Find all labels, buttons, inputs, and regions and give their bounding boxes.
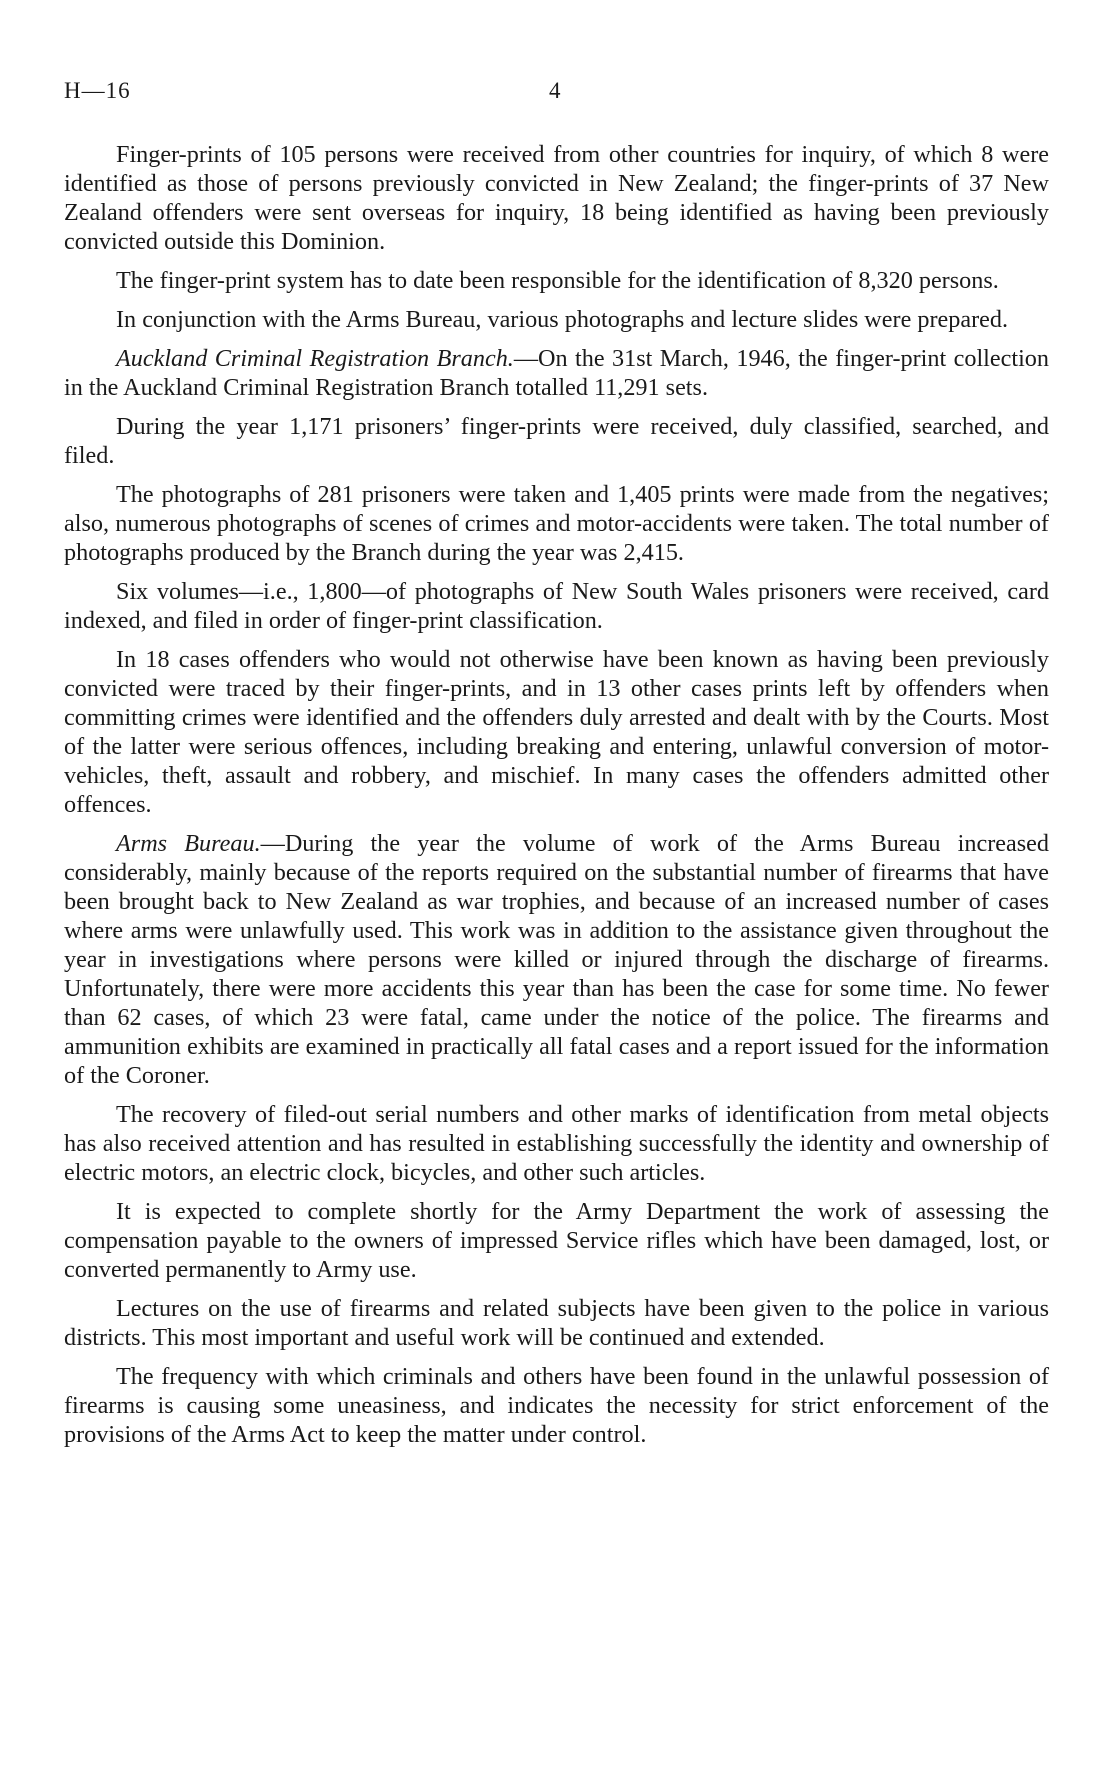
paragraph [64, 1197, 1049, 1284]
paragraph-text: The recovery of filed-out serial numbers and other marks of identification from metal objects has also received attention and has resulted in establishing successfully the identity and ownership of electric motors, an electric clock, bicycles, and other such articles. [64, 1101, 1049, 1186]
paragraph [64, 577, 1049, 635]
section-heading: Arms Bureau. [116, 830, 261, 857]
paragraph [64, 266, 1049, 295]
paragraph-text: —On the 31st March, 1946, the finger-print collection in the Auckland Criminal Registration Branch totalled 11,291 sets. [64, 345, 1049, 401]
page-number: 4 [549, 78, 561, 103]
paragraph [64, 412, 1049, 470]
paragraph-text: The frequency with which criminals and others have been found in the unlawful possession of firearms is causing some uneasiness, and indicates the necessity for strict enforcement of the provisions of the Arms Act to keep the matter under control. [64, 1363, 1049, 1448]
body-text [64, 140, 1049, 1459]
paragraph-text: —During the year the volume of work of the Arms Bureau increased considerably, mainly because of the reports required on the substantial number of firearms that have been brought back to New Zealand as war trophies, and because of an increased number of cases where arms were unlawfully used. This work was in addition to the assistance given throughout the year in investigations where persons were killed or injured through the discharge of firearms. Unfortunately, there were more accidents this year than has been the case for some time. No fewer than 62 cases, of which 23 were fatal, came under the notice of the police. The firearms and ammunition exhibits are examined in practically all fatal cases and a report issued for the information of the Coroner. [64, 830, 1050, 1089]
document-reference: H—16 [64, 78, 131, 103]
paragraph-text: Finger-prints of 105 persons were received from other countries for inquiry, of which 8 were identified as those of persons previously convicted in New Zealand; the finger-prints of 37 New Zealand offenders were sent overseas for inquiry, 18 being identified as having been previously convicted outside this Dominion. [64, 141, 1049, 255]
paragraph [64, 1100, 1049, 1187]
paragraph [64, 1362, 1049, 1449]
paragraph-text: The finger-print system has to date been responsible for the identification of 8,320 persons. [116, 267, 999, 294]
paragraph [64, 645, 1049, 819]
paragraph [64, 344, 1049, 402]
paragraph-text: It is expected to complete shortly for the Army Department the work of assessing the compensation payable to the owners of impressed Service rifles which have been damaged, lost, or converted permanently to Army use. [64, 1198, 1049, 1283]
paragraph-text: In conjunction with the Arms Bureau, various photographs and lecture slides were prepared. [116, 306, 1008, 333]
section-heading: Auckland Criminal Registration Branch. [116, 345, 514, 372]
paragraph-text: Lectures on the use of firearms and related subjects have been given to the police in various districts. This most important and useful work will be continued and extended. [64, 1295, 1049, 1351]
paragraph-text: During the year 1,171 prisoners’ finger-prints were received, duly classified, searched, and filed. [64, 413, 1049, 469]
paragraph [64, 480, 1049, 567]
paragraph-text: The photographs of 281 prisoners were taken and 1,405 prints were made from the negatives; also, numerous photographs of scenes of crimes and motor-accidents were taken. The total number of photographs produced by the Branch during the year was 2,415. [64, 481, 1049, 566]
paragraph [64, 829, 1049, 1090]
paragraph [64, 1294, 1049, 1352]
paragraph-text: Six volumes—i.e., 1,800—of photographs of New South Wales prisoners were received, card indexed, and filed in order of finger-print classification. [64, 578, 1049, 634]
paragraph-text: In 18 cases offenders who would not otherwise have been known as having been previously convicted were traced by their finger-prints, and in 13 other cases prints left by offenders when committing crimes were identified and the offenders duly arrested and dealt with by the Courts. Most of the latter were serious offences, including breaking and entering, unlawful conversion of motor-vehicles, theft, assault and robbery, and mischief. In many cases the offenders admitted other offences. [64, 646, 1049, 818]
page-header [64, 78, 1050, 110]
paragraph [64, 305, 1049, 334]
paragraph [64, 140, 1049, 256]
